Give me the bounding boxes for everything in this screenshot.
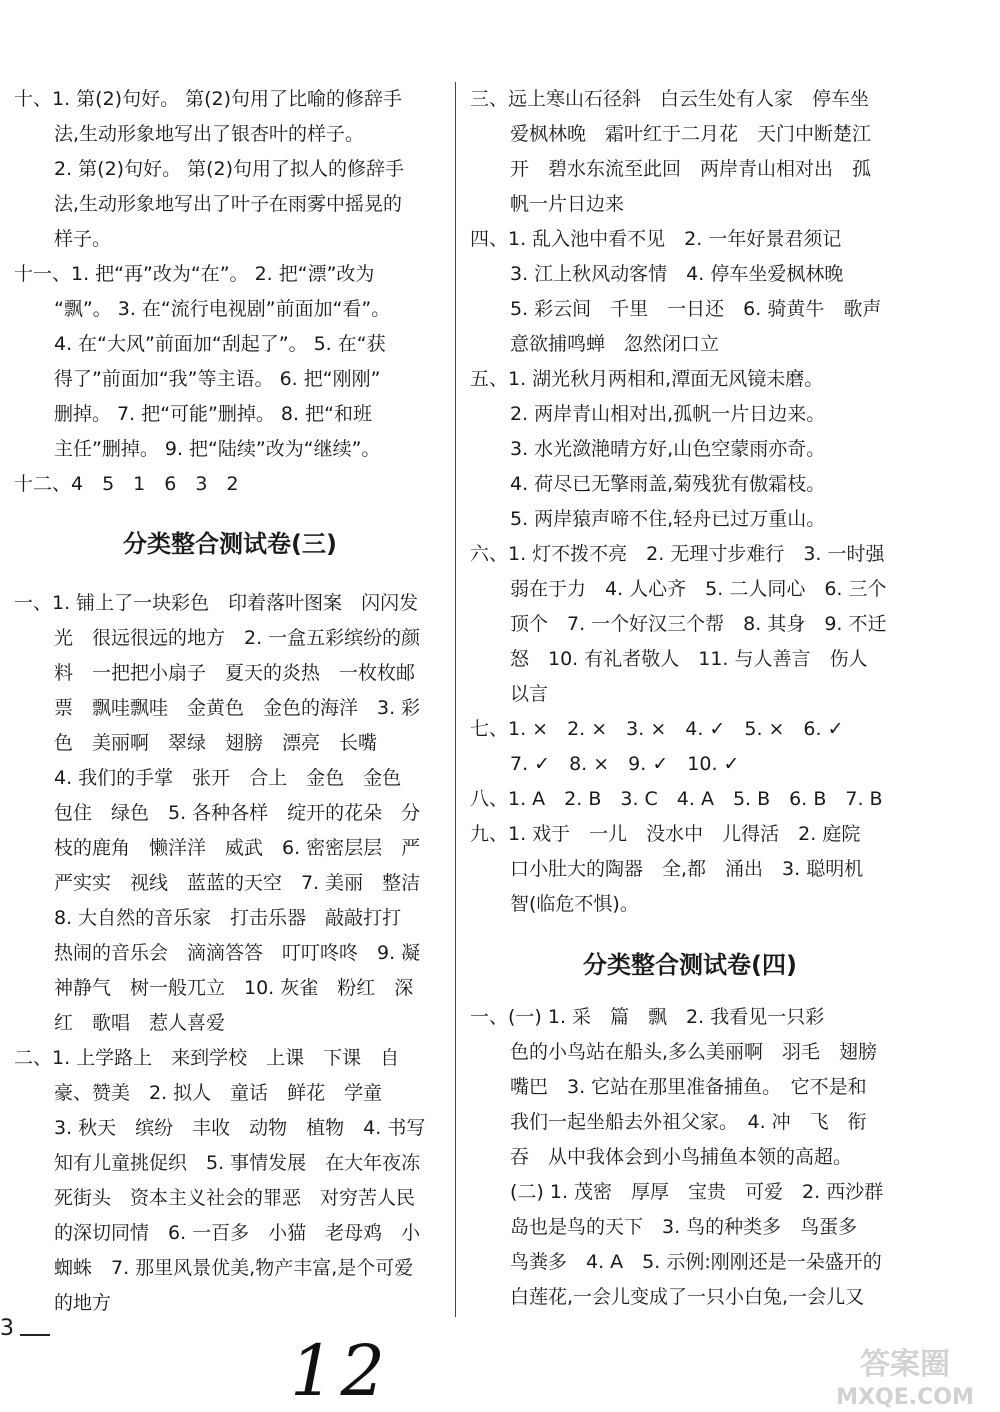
answer-line: 岛也是鸟的天下 3. 鸟的种类多 鸟蛋多 <box>510 1216 858 1238</box>
answer-line: 五、1. 湖光秋月两相和,潭面无风镜未磨。 <box>470 368 824 390</box>
answer-line: 四、1. 乱入池中看不见 2. 一年好景君须记 <box>470 228 842 250</box>
answer-line: 十一、1. 把“再”改为“在”。 2. 把“漂”改为 <box>14 263 375 285</box>
answer-line: 弱在于力 4. 人心齐 5. 二人同心 6. 三个 <box>510 578 887 600</box>
answer-line: 料 一把把小扇子 夏天的炎热 一枚枚邮 <box>54 662 416 684</box>
answer-line: 4. 荷尽已无擎雨盖,菊残犹有傲霜枝。 <box>510 473 826 495</box>
answer-line: 七、1. × 2. × 3. × 4. ✓ 5. × 6. ✓ <box>470 718 844 740</box>
answer-line: 十二、4 5 1 6 3 2 <box>14 473 239 495</box>
right-bottom-block <box>470 1000 910 1315</box>
answer-line: 顶个 7. 一个好汉三个帮 8. 其身 9. 不迁 <box>510 613 887 635</box>
answer-line: 神静气 树一般兀立 10. 灰雀 粉红 深 <box>54 977 414 999</box>
answer-line: 一、(一) 1. 采 篇 飘 2. 我看见一只彩 <box>470 1006 825 1028</box>
right-column <box>470 82 910 1315</box>
watermark-text: 答案圈 <box>860 1347 950 1382</box>
answer-line: 九、1. 戏于 一儿 没水中 儿得活 2. 庭院 <box>470 823 861 845</box>
answer-line: 枝的鹿角 懒洋洋 威武 6. 密密层层 严 <box>54 837 421 859</box>
answer-line: “飘”。 3. 在“流行电视剧”前面加“看”。 <box>54 298 391 320</box>
left-bottom-block <box>14 586 446 1321</box>
answer-line: 4. 我们的手掌 张开 合上 金色 金色 <box>54 767 402 789</box>
answer-line: 主任”删掉。 9. 把“陆续”改为“继续”。 <box>54 438 381 460</box>
answer-line: 删掉。 7. 把“可能”删掉。 8. 把“和班 <box>54 403 372 425</box>
answer-line: 色的小鸟站在船头,多么美丽啊 羽毛 翅膀 <box>510 1041 878 1063</box>
answer-line: (二) 1. 茂密 厚厚 宝贵 可爱 2. 西沙群 <box>510 1181 884 1203</box>
answer-line: 法,生动形象地写出了银杏叶的样子。 <box>54 123 365 145</box>
section-title: 分类整合测试卷(四) <box>583 951 797 979</box>
answer-line: 的深切同情 6. 一百多 小猫 老母鸡 小 <box>54 1222 421 1244</box>
watermark-url: MXQE.COM <box>836 1385 974 1410</box>
answer-line: 8. 大自然的音乐家 打击乐器 敲敲打打 <box>54 907 402 929</box>
answer-line: 法,生动形象地写出了叶子在雨雾中摇晃的 <box>54 193 403 215</box>
answer-line: 4. 在“大风”前面加“刮起了”。 5. 在“获 <box>54 333 386 355</box>
answer-line: 八、1. A 2. B 3. C 4. A 5. B 6. B 7. B <box>470 788 883 810</box>
answer-line: 怒 10. 有礼者敬人 11. 与人善言 伤人 <box>510 648 868 670</box>
answer-line: 红 歌唱 惹人喜爱 <box>54 1012 226 1034</box>
answer-line: 5. 两岸猿声啼不住,轻舟已过万重山。 <box>510 508 826 530</box>
answer-line: 嘴巴 3. 它站在那里准备捕鱼。 它不是和 <box>510 1076 867 1098</box>
answer-line: 3. 秋天 缤纷 丰收 动物 植物 4. 书写 <box>54 1117 426 1139</box>
answer-line: 帆一片日边来 <box>510 193 625 215</box>
answer-line: 三、远上寒山石径斜 白云生处有人家 停车坐 <box>470 88 870 110</box>
answer-line: 票 飘哇飘哇 金黄色 金色的海洋 3. 彩 <box>54 697 421 719</box>
answer-line: 智(临危不惧)。 <box>510 893 639 915</box>
answer-line: 2. 第(2)句好。 第(2)句用了拟人的修辞手 <box>54 158 405 180</box>
answer-line: 知有儿童挑促织 5. 事情发展 在大年夜冻 <box>54 1152 421 1174</box>
answer-line: 以言 <box>510 683 549 705</box>
left-column <box>14 82 446 1321</box>
page-number-dash <box>20 1334 50 1336</box>
answer-line: 死街头 资本主义社会的罪恶 对穷苦人民 <box>54 1187 416 1209</box>
answer-line: 六、1. 灯不拨不亮 2. 无理寸步难行 3. 一时强 <box>470 543 885 565</box>
answer-line: 意欲捕鸣蝉 忽然闭口立 <box>510 333 720 355</box>
answer-line: 3. 江上秋风动客情 4. 停车坐爱枫林晚 <box>510 263 844 285</box>
answer-line: 十、1. 第(2)句好。 第(2)句用了比喻的修辞手 <box>14 88 403 110</box>
left-top-block <box>14 82 446 502</box>
answer-line: 严实实 视线 蓝蓝的天空 7. 美丽 整洁 <box>54 872 421 894</box>
answer-line: 的地方 <box>54 1292 112 1314</box>
answer-line: 3. 水光潋滟晴方好,山色空蒙雨亦奇。 <box>510 438 826 460</box>
watermark-logo <box>820 1340 990 1410</box>
answer-line: 得了”前面加“我”等主语。 6. 把“刚刚” <box>54 368 381 390</box>
answer-line: 白莲花,一会儿变成了一只小白兔,一会儿又 <box>510 1286 865 1308</box>
handwritten-note: 12 <box>290 1330 392 1412</box>
answer-line: 蜘蛛 7. 那里风景优美,物产丰富,是个可爱 <box>54 1257 414 1279</box>
answer-line: 样子。 <box>54 228 112 250</box>
section-title: 分类整合测试卷(三) <box>123 530 337 558</box>
answer-line: 一、1. 铺上了一块彩色 印着落叶图案 闪闪发 <box>14 592 419 614</box>
answer-line: 开 碧水东流至此回 两岸青山相对出 孤 <box>510 158 872 180</box>
right-top-block <box>470 82 910 922</box>
answer-line: 色 美丽啊 翠绿 翅膀 漂亮 长嘴 <box>54 732 378 754</box>
answer-line: 二、1. 上学路上 来到学校 上课 下课 自 <box>14 1047 400 1069</box>
answer-line: 热闹的音乐会 滴滴答答 叮叮咚咚 9. 凝 <box>54 942 421 964</box>
answer-line: 5. 彩云间 千里 一日还 6. 骑黄牛 歌声 <box>510 298 882 320</box>
column-divider <box>455 82 456 1317</box>
answer-line: 包住 绿色 5. 各种各样 绽开的花朵 分 <box>54 802 421 824</box>
answer-line: 光 很远很远的地方 2. 一盒五彩缤纷的颜 <box>54 627 421 649</box>
answer-line: 吞 从中我体会到小鸟捕鱼本领的高超。 <box>510 1146 853 1168</box>
answer-line: 7. ✓ 8. × 9. ✓ 10. ✓ <box>510 753 740 775</box>
answer-line: 豪、赞美 2. 拟人 童话 鲜花 学童 <box>54 1082 383 1104</box>
answer-line: 爱枫林晚 霜叶红于二月花 天门中断楚江 <box>510 123 872 145</box>
answer-line: 鸟粪多 4. A 5. 示例:刚刚还是一朵盛开的 <box>510 1251 882 1273</box>
page-number: 3 <box>0 1316 14 1341</box>
answer-line: 我们一起坐船去外祖父家。 4. 冲 飞 衔 <box>510 1111 867 1133</box>
answer-line: 2. 两岸青山相对出,孤帆一片日边来。 <box>510 403 826 425</box>
answer-line: 口小肚大的陶器 全,都 涌出 3. 聪明机 <box>510 858 864 880</box>
